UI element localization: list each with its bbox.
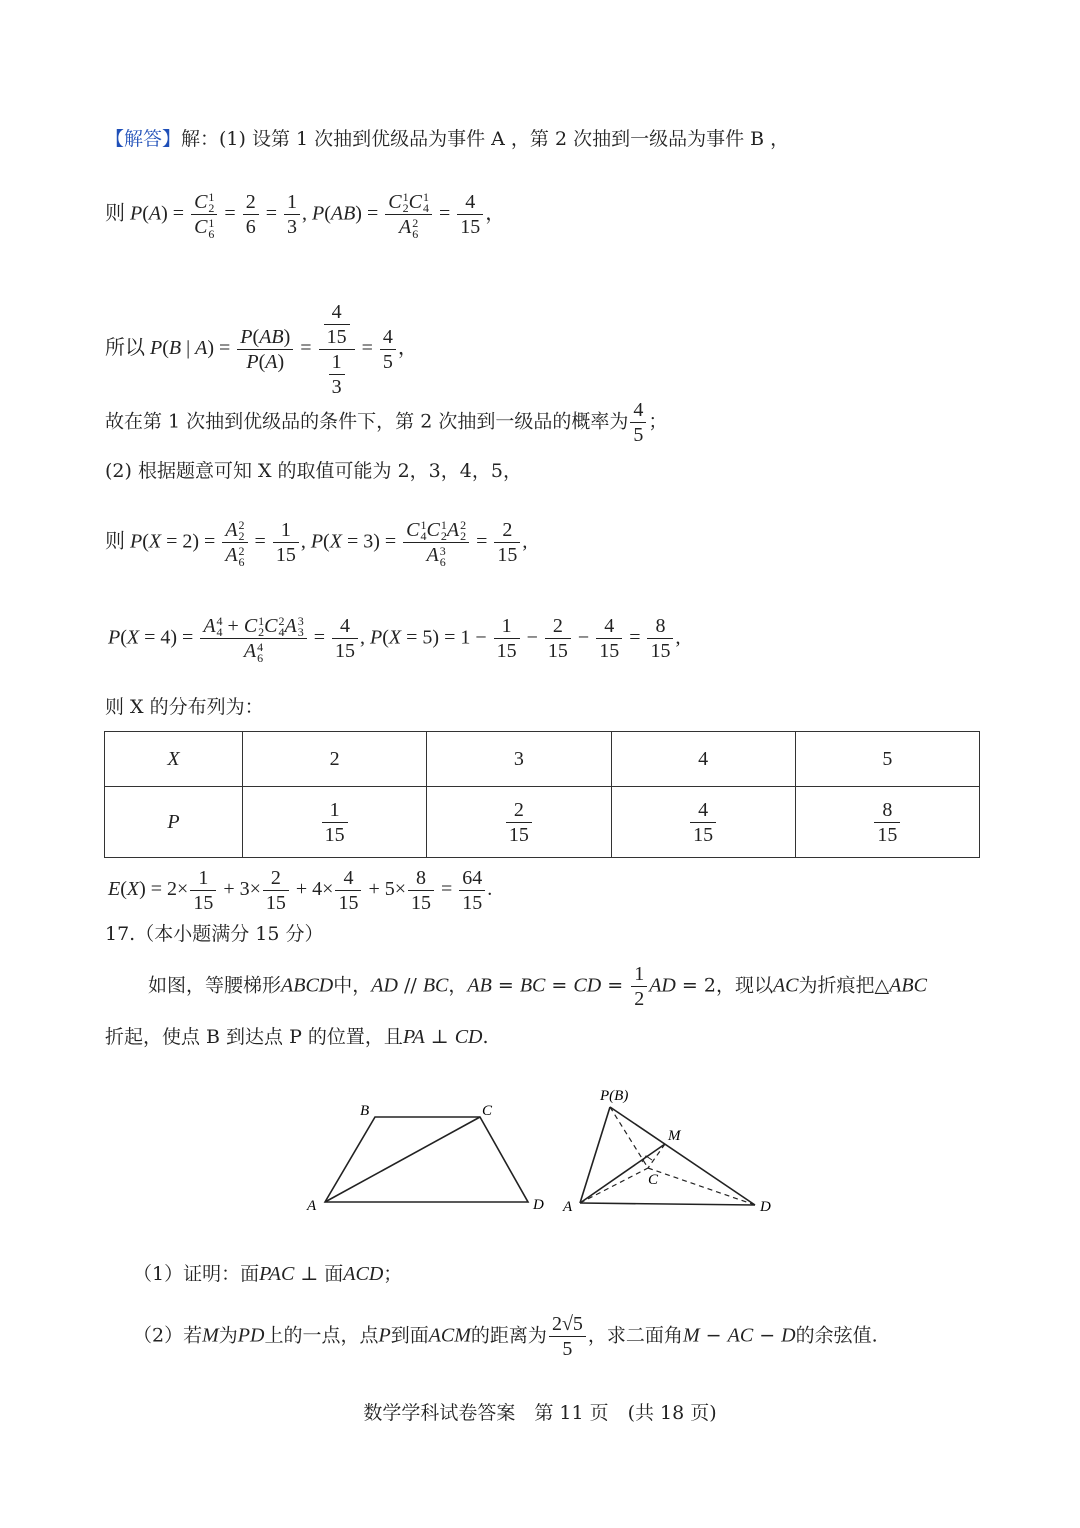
table-cell: P (105, 787, 243, 858)
table-header-cell: X (105, 732, 243, 787)
q17-stem-line2: 折起，使点 B 到达点 P 的位置，且PA ⊥ CD. (105, 1026, 489, 1048)
distribution-intro: 则 X 的分布列为： (105, 696, 264, 718)
q17-stem-line1: 如图，等腰梯形ABCD中，AD // BC，AB = BC = CD = $\frac{1}{2}$ AD = 2，现以AC为折痕把△ABC (148, 963, 927, 1010)
prefix-text: 所以 (105, 337, 145, 360)
table-header-cell: 2 (243, 732, 427, 787)
q17-title: 17.（本小题满分 15 分） (105, 923, 324, 945)
distribution-table (104, 731, 980, 858)
label-c2: C (648, 1172, 659, 1188)
solution-intro-text: 解：(1) 设第 1 次抽到优级品为事件 A ，第 2 次抽到一级品为事件 B ， (181, 128, 790, 150)
formula-px4-px5: P(X = 4) = A 4 4 + C 1 2 C 2 4 A 3 3 A 4 6 = $\frac{4}{15}$ , P(X = 5) = 1 − $\frac{1}{15}$ − $\frac{2}{15}$ − $\frac{4}{15}$ = $\frac{8}{15}$ , (108, 614, 681, 665)
label-a: A (307, 1198, 317, 1214)
conclusion-part1: 故在第 1 次抽到优级品的条件下，第 2 次抽到一级品的概率为 $\frac{4}{5}$ ； (105, 399, 668, 446)
table-cell: $\frac{8}{15}$ (795, 787, 979, 858)
table-row (105, 732, 980, 787)
q17-sub2: （2）若M为PD上的一点，点P到面ACM的距离为 $\frac{2√5}{5}$ ，求二面角M − AC − D的余弦值. (133, 1313, 878, 1360)
label-d2: D (760, 1199, 771, 1215)
formula-conditional: 所以 P(B | A) = $\frac{P(AB)}{P(A)}$ = $\frac{\frac{4}{15}}{\frac{1}{3}}$ = $\frac{4}{5}$ ， (105, 301, 418, 398)
geometry-figure (290, 1080, 790, 1220)
label-a2: A (563, 1199, 573, 1215)
table-row (105, 787, 980, 858)
table-cell: $\frac{1}{15}$ (243, 787, 427, 858)
label-m: M (668, 1128, 681, 1144)
table-header-cell: 5 (795, 732, 979, 787)
part2-intro: (2) 根据题意可知 X 的取值可能为 2，3，4，5， (105, 460, 522, 482)
label-d: D (533, 1197, 544, 1213)
label-pb: P(B) (600, 1088, 629, 1104)
solution-intro (105, 125, 789, 153)
label-c: C (482, 1103, 493, 1119)
answer-tag: 【解答】 (105, 128, 182, 150)
table-cell: $\frac{2}{15}$ (427, 787, 611, 858)
table-cell: $\frac{4}{15}$ (611, 787, 795, 858)
formula-pa-pab: 则 P(A) = C 1 2 C 1 6 = $\frac{2}{6}$ = $\frac{1}{3}$ , P(AB) = C 1 2 C 1 4 A 2 6 = $\frac{4}{15}$ ， (105, 190, 506, 241)
prefix-text: 则 (105, 202, 125, 225)
expectation-formula: E(X) = 2× $\frac{1}{15}$ + 3× $\frac{2}{15}$ + 4× $\frac{4}{15}$ + 5× $\frac{8}{15}$ = $\frac{64}{15}$ . (108, 867, 493, 914)
table-header-cell: 4 (611, 732, 795, 787)
formula-px2-px3: 则 P(X = 2) = A 2 2 A 2 6 = $\frac{1}{15}$ , P(X = 3) = C 1 4 C 1 2 A 2 2 A 3 6 = $\frac{2}{15}$ , (105, 518, 528, 569)
table-header-cell: 3 (427, 732, 611, 787)
q17-sub1: （1）证明：面PAC ⊥ 面ACD； (133, 1263, 403, 1285)
page-footer: 数学学科试卷答案 第 11 页 (共 18 页) (363, 1402, 717, 1424)
label-b: B (360, 1103, 370, 1119)
